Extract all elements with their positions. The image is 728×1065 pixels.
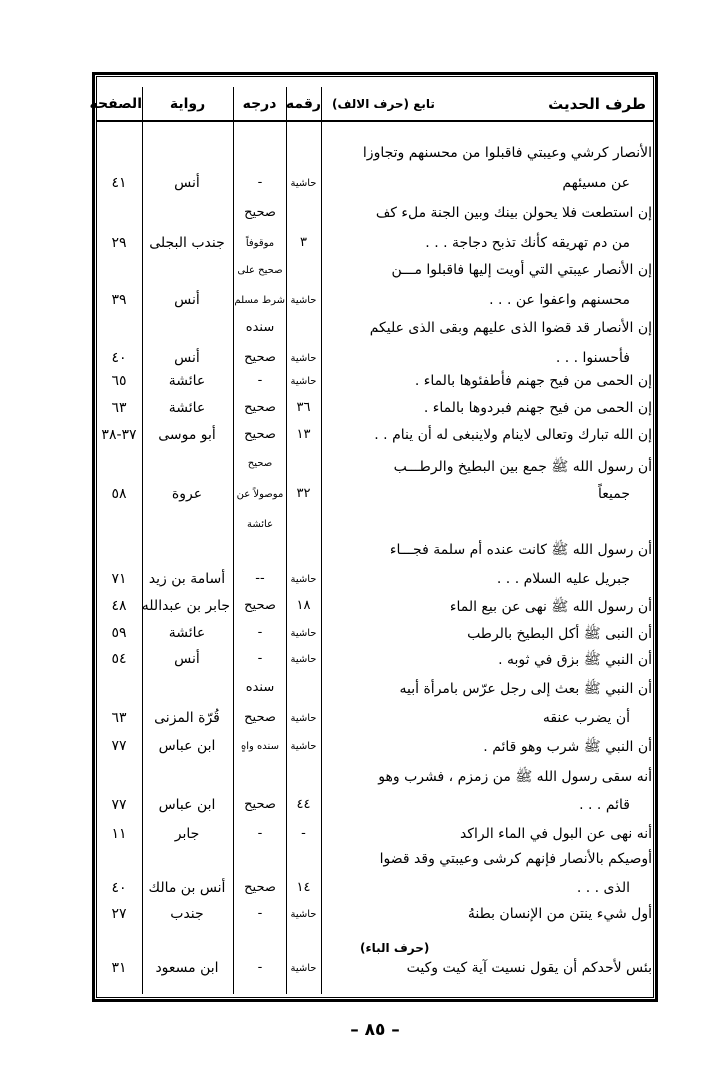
header-narrator: رواية <box>169 96 206 112</box>
hadith-text-line: الذى . . . <box>576 880 630 896</box>
page-cell: ٤٠ <box>111 880 127 896</box>
hadith-text-line: إن الله تبارك وتعالى لاينام ولاينبغى له أن ينام . . <box>374 427 652 443</box>
hadith-text-line: أول شيء ينتن من الإنسان بطنهُ <box>467 906 652 922</box>
degree-cell: صحيح على <box>237 265 283 276</box>
header-degree: درجه <box>242 96 277 112</box>
page-cell: ٦٣ <box>111 710 127 726</box>
header-page: الصفحة <box>89 96 142 112</box>
number-cell: حاشية <box>290 574 317 585</box>
page-cell: ١١ <box>111 826 127 842</box>
degree-cell: صحيح <box>244 797 276 812</box>
degree-cell: صحيح <box>244 710 276 725</box>
column-divider <box>233 87 234 994</box>
degree-cell: - <box>257 175 263 190</box>
narrator-cell: أنس <box>174 651 200 667</box>
hadith-text-line: جبريل عليه السلام . . . <box>496 571 630 587</box>
narrator-cell: عائشة <box>168 373 206 389</box>
number-cell: حاشية <box>290 353 317 364</box>
page-cell: ٣١ <box>111 960 127 976</box>
page-cell: ٥٤ <box>111 651 127 667</box>
hadith-text-line: أنه سقى رسول الله ﷺ من زمزم ، فشرب وهو <box>378 769 652 785</box>
number-cell: حاشية <box>290 909 317 920</box>
hadith-text-line: إن الأنصار عيبتي التي أويت إليها فاقبلوا مـــن <box>391 262 652 278</box>
number-cell: ٣٢ <box>296 486 311 501</box>
hadith-text-line: أن رسول الله ﷺ جمع بين البطيخ والرطـــب <box>393 459 652 475</box>
narrator-cell: أنس <box>174 350 200 366</box>
number-cell: حاشية <box>290 628 317 639</box>
page-number: – ٨٥ – <box>350 1020 400 1040</box>
degree-cell: - <box>257 625 263 640</box>
degree-cell: سنده <box>245 680 275 695</box>
narrator-cell: عائشة <box>168 400 206 416</box>
degree-cell: - <box>257 826 263 841</box>
hadith-text-line: أن النبي ﷺ بزق في ثوبه . <box>498 652 652 668</box>
number-cell: ١٣ <box>296 427 311 442</box>
page-cell: ٦٥ <box>111 373 127 389</box>
number-cell: حاشية <box>290 963 317 974</box>
number-cell: ٤٤ <box>296 797 311 812</box>
page-cell: ٣٩ <box>111 292 127 308</box>
number-cell: ١٨ <box>296 598 311 613</box>
narrator-cell: أنس بن مالك <box>148 880 226 896</box>
hadith-text-line: أن النبي ﷺ بعث إلى رجل عرّس بامرأة أبيه <box>399 681 652 697</box>
hadith-text-line: جميعاً <box>598 486 630 502</box>
hadith-text-line: إن استطعت فلا يحولن بينك وبين الجنة ملء كف <box>375 205 652 221</box>
degree-cell: صحيح <box>244 880 276 895</box>
narrator-cell: أسامة بن زيد <box>148 571 226 587</box>
page-cell: ٣٧-٣٨ <box>101 427 137 443</box>
header-hadith: طرف الحديث <box>548 95 646 113</box>
hadith-text-line: أن النبي ﷺ شرب وهو قائم . <box>483 739 652 755</box>
number-cell: حاشية <box>290 741 317 752</box>
number-cell: حاشية <box>290 178 317 189</box>
hadith-text-line: الأنصار كرشي وعيبتي فاقبلوا من محسنهم وتجاوزا <box>362 145 652 161</box>
hadith-text-line: عن مسيئهم <box>562 175 630 191</box>
number-cell: ٣ <box>300 235 307 250</box>
hadith-text-line: أن يضرب عنقه <box>542 710 630 726</box>
page-cell: ٦٣ <box>111 400 127 416</box>
page-cell: ٧٧ <box>111 797 127 813</box>
degree-cell: سنده <box>245 320 275 335</box>
header-divider <box>96 120 654 122</box>
degree-cell: عائشة <box>246 519 274 530</box>
hadith-text-line: إن الحمى من فيح جهنم فبردوها بالماء . <box>423 400 652 416</box>
hadith-text-line: أن رسول الله ﷺ كانت عنده أم سلمة فجـــاء <box>389 542 652 558</box>
number-cell: ٣٦ <box>296 400 311 415</box>
degree-cell: -- <box>255 571 265 586</box>
narrator-cell: ابن مسعود <box>155 960 219 976</box>
degree-cell: سنده واهٍ <box>241 741 279 752</box>
page-cell: ٢٩ <box>111 235 127 251</box>
hadith-text-line: إن الأنصار قد قضوا الذى عليهم وبقى الذى عليكم <box>369 320 652 336</box>
page-cell: ٤١ <box>111 175 127 191</box>
column-divider <box>286 87 287 994</box>
hadith-text-line: أن النبى ﷺ أكل البطيخ بالرطب <box>467 626 652 642</box>
degree-cell: صحيح <box>244 598 276 613</box>
number-cell: حاشية <box>290 376 317 387</box>
degree-cell: - <box>257 960 263 975</box>
header-number: رقمه <box>285 96 321 112</box>
narrator-cell: ابن عباس <box>158 738 216 754</box>
page-cell: ٢٧ <box>111 906 127 922</box>
degree-cell: صحيح <box>247 458 273 469</box>
degree-cell: - <box>257 373 263 388</box>
narrator-cell: عائشة <box>168 625 206 641</box>
degree-cell: - <box>257 906 263 921</box>
narrator-cell: جابر <box>174 826 200 842</box>
page-cell: ٧٧ <box>111 738 127 754</box>
narrator-cell: أنس <box>174 175 200 191</box>
page-cell: ٧١ <box>111 571 127 587</box>
hadith-text-line: بئس لأحدكم أن يقول نسيت آية كيت وكيت <box>406 960 652 976</box>
hadith-text-line: فأحسنوا . . . <box>555 350 630 366</box>
section-title-baa: (حرف الباء) <box>360 941 430 955</box>
degree-cell: شرط مسلم <box>234 295 285 306</box>
degree-cell: موقوفاً <box>245 238 275 249</box>
number-cell: - <box>301 826 306 841</box>
hadith-text-line: إن الحمى من فيح جهنم فأطفئوها بالماء . <box>414 373 652 389</box>
hadith-text-line: محسنهم واعفوا عن . . . <box>489 292 630 308</box>
degree-cell: صحيح <box>244 400 276 415</box>
hadith-text-line: أوصيكم بالأنصار فإنهم كرشى وعيبتي وقد قضوا <box>379 851 652 867</box>
page-cell: ٤٠ <box>111 350 127 366</box>
page-cell: ٥٩ <box>111 625 127 641</box>
hadith-text-line: أن رسول الله ﷺ نهى عن بيع الماء <box>449 599 652 615</box>
narrator-cell: جندب <box>170 906 204 922</box>
degree-cell: - <box>257 651 263 666</box>
header-section-note: تابع (حرف الالف) <box>332 97 435 111</box>
narrator-cell: عروة <box>171 486 203 502</box>
narrator-cell: قُرّة المزنى <box>154 710 220 726</box>
column-divider <box>142 87 143 994</box>
hadith-text-line: من دم تهريقه كأنك تذبح دجاجة . . . <box>425 235 630 251</box>
narrator-cell: ابن عباس <box>158 797 216 813</box>
narrator-cell: أنس <box>174 292 200 308</box>
number-cell: حاشية <box>290 295 317 306</box>
page-cell: ٤٨ <box>111 598 127 614</box>
page-cell: ٥٨ <box>111 486 127 502</box>
degree-cell: موصولاً عن <box>236 489 284 500</box>
degree-cell: صحيح <box>244 350 276 365</box>
narrator-cell: جابر بن عبدالله <box>141 598 230 614</box>
narrator-cell: أبو موسى <box>158 427 216 443</box>
degree-cell: صحيح <box>244 205 276 220</box>
number-cell: حاشية <box>290 654 317 665</box>
column-divider <box>321 87 322 994</box>
hadith-text-line: قائم . . . <box>579 797 630 813</box>
hadith-text-line: أنه نهى عن البول في الماء الراكد <box>459 826 652 842</box>
degree-cell: صحيح <box>244 427 276 442</box>
number-cell: ١٤ <box>296 880 311 895</box>
number-cell: حاشية <box>290 713 317 724</box>
narrator-cell: جندب البجلى <box>149 235 225 251</box>
